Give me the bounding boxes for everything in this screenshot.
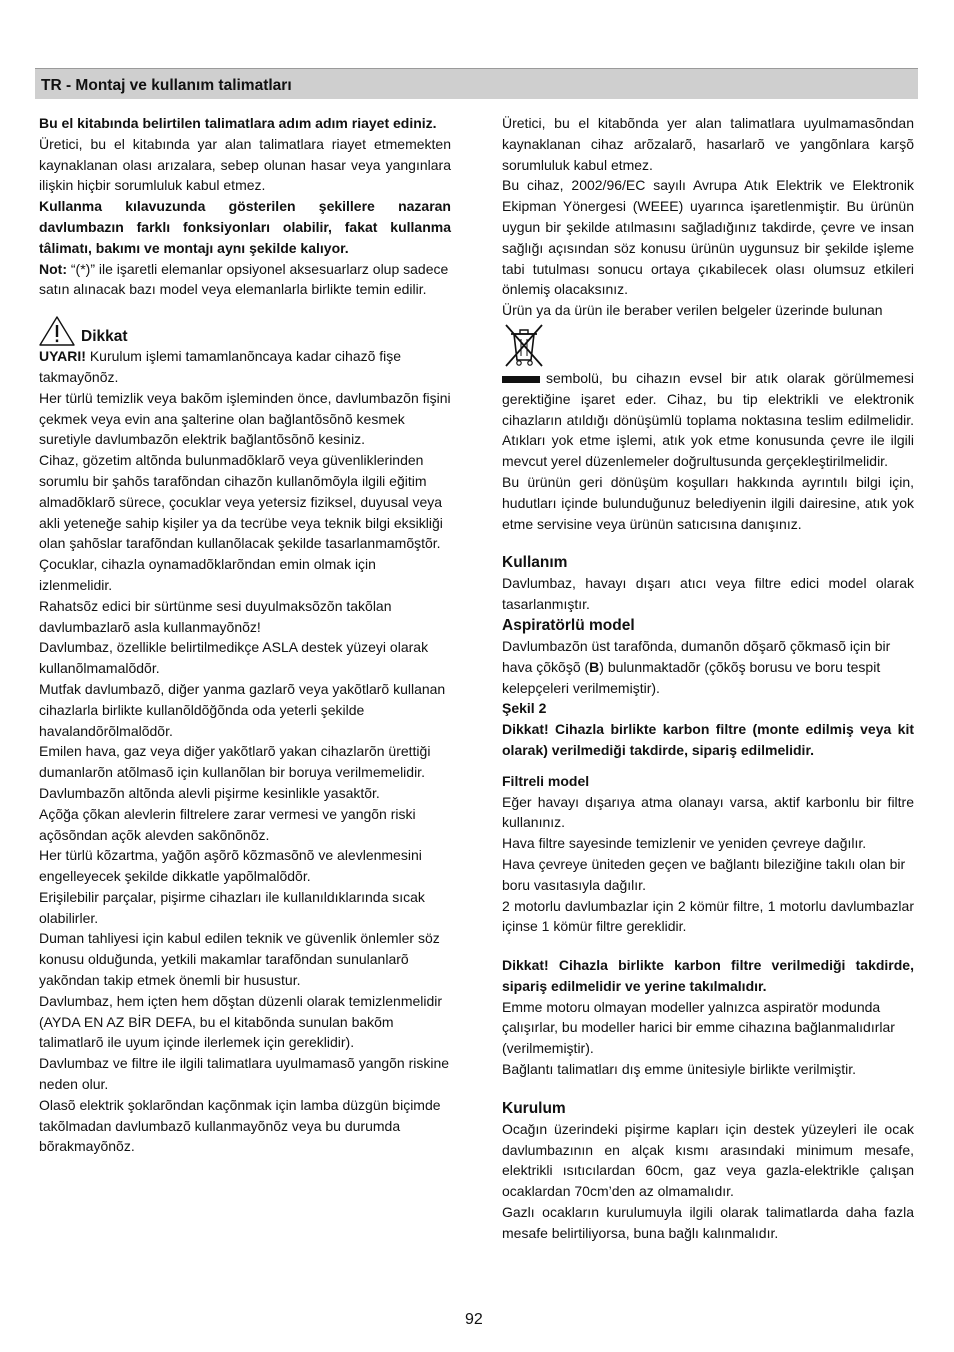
safety-paragraph: Erişilebilir parçalar, pişirme cihazları ile kullanıldıklarında sıcak olabilirler. xyxy=(39,888,425,926)
safety-paragraph: Emilen hava, gaz veya diğer yakõtlarõ yakan cihazlarõn ürettiği dumanlarõn atõlmasõ için kullanõlan bir boruya verilmemelidir. xyxy=(39,743,431,781)
symbol-text: sembolü, bu cihazın evsel bir atık olarak görülmemesi gerektiğine işaret eder. Cihaz, bu tip elektrikli ve elektronik cihazların atıldığı dönüşümlü toplama noktasına teslim edilmelidir. Atıkları yok etme işlemi, atık yok etme konusunda çevre ile ilgili mevcut yerel düzenlemeler doğrultusunda gerçekleştirilmelidir. xyxy=(502,369,914,470)
intro-text: Üretici, bu el kitabında yar alan talimatlara riayet etmemekten kaynaklanan olası arızalara, sebep olunan hasar veya yangınlara ilişkin hiçbir sorumluluk kabul etmez. xyxy=(39,135,451,194)
section-header-bar xyxy=(35,68,918,99)
safety-paragraph: Rahatsõz edici bir sürtünme sesi duyulmaksõzõn takõlan davlumbazlarõ asla kullanmayõnõz! xyxy=(39,597,392,635)
outlet-label-b: B xyxy=(589,658,600,675)
safety-paragraph: Duman tahliyesi için kabul edilen teknik ve güvenlik önlemler söz konusu olduğunda, yetkili makamlar tarafõndan sunulanlarõ yakõndan takip etmek önemli bir husustur. xyxy=(39,930,440,989)
kurulum-text: Ocağın üzerindeki pişirme kapları için destek yüzeyleri ile ocak davlumbazının en alçak kısmı arasındaki minimum mesafe, elektrikli ısıtıcılardan 60cm, gaz veya gazla-elektrikle çalışan ocaklardan 70cm’den az olmamalıdır. xyxy=(502,1120,914,1200)
aspirator-text xyxy=(502,636,914,698)
manufacturer-paragraph: Üretici, bu el kitabõnda yer alan talimatlara uyulmamasõndan kaynaklanan cihaz arõzalarõ, hasarlarõ ve yangõnlara karşõ sorumluluk kabul etmez. xyxy=(502,115,914,173)
section-title: TR - Montaj ve kullanım talimatları xyxy=(41,77,292,94)
emme-text: Emme motoru olmayan modeller yalnızca aspiratör modunda çalışırlar, bu modeller harici bir emme cihazına bağlanmalıdırlar (verilmemiştir). xyxy=(502,998,895,1057)
symbol-paragraph xyxy=(502,368,914,472)
safety-paragraph: Cihaz, gözetim altõnda bulunmadõklarõ veya güvenliklerinden sorumlu bir şahõs tarafõndan cihazõn kullanõmõyla ilgili eğitim almadõklarõ sürece, çocuklar veya yetersiz fiziksel, duyusal veya akli yeteneğe sahip kişiler ya da tecrübe veya teknik bilgi eksikliği olan şahõslar tarafõndan kullanõlacak şekilde tasarlanmamõştõr. xyxy=(39,452,443,552)
safety-paragraph: Olasõ elektrik şoklarõndan kaçõnmak için lamba düzgün biçimde takõlmadan davlumbazõ kullanmayõnõz veya bu durumda bõrakmayõnõz. xyxy=(39,1096,441,1155)
right-column xyxy=(502,113,914,1244)
filtreli-text: Eğer havayı dışarıya atma olanayı varsa, aktif karbonlu bir filtre kullanınız. xyxy=(502,793,914,831)
aspirator-text-part: ) bulunmaktadõr (çõkõş borusu ve boru tespit kelepçeleri verilmemiştir). xyxy=(502,658,881,696)
note-paragraph xyxy=(39,259,451,301)
safety-paragraph: Davlumbazõn altõnda alevli pişirme kesinlikle yasaktõr. xyxy=(39,784,380,801)
filtreli-text: 2 motorlu davlumbazlar için 2 kömür filtre, 1 motorlu davlumbazlar içinse 1 kömür filtre gereklidir. xyxy=(502,897,914,935)
uyari-label: UYARI! xyxy=(39,348,86,365)
aspirator-text-part: Davlumbazõn üst tarafõnda, dumanõn dõşarõ çõkmasõ için bir hava çõkõşõ ( xyxy=(502,637,891,675)
weee-paragraph: Bu cihaz, 2002/96/EC sayılı Avrupa Atık Elektrik ve Elektronik Ekipman Yönergesi (WEEE) uyarınca işaretlenmiştir. Bu ürünün uygun bir şekilde atılmasını sağladığınız takdirde, çevre ve insan sağlığı açısından söz konusu ürünün uygunsuz bir şekilde işleme tabi tutulması sonucu ortaya çıkabilecek olası olumsuz etkileri önlemiş olacaksınız. xyxy=(502,177,914,298)
weee-symbol-area xyxy=(502,322,914,368)
kullanim-heading: Kullanım xyxy=(502,554,568,572)
warning-heading xyxy=(39,314,451,346)
warning-title: Dikkat xyxy=(81,328,128,346)
safety-paragraph: Her türlü kõzartma, yağõn aşõrõ kõzmasõnõ ve alevlenmesini engelleyecek şekilde dikkatle yapõlmalõdõr. xyxy=(39,847,422,885)
kullanim-text: Davlumbaz, havayı dışarı atıcı veya filtre edici model olarak tasarlanmıştır. xyxy=(502,575,914,613)
crossed-out-bin-icon xyxy=(502,322,546,368)
safety-paragraph: Mutfak davlumbazõ, diğer yanma gazlarõ veya yakõtlarõ kullanan cihazlarla birlikte kullanõldõğõnda oda yeterli şekilde havalandõrõlmalõdõr. xyxy=(39,680,446,739)
intro-bold: Bu el kitabında belirtilen talimatlara adım adım riayet ediniz. xyxy=(39,115,437,131)
uyari-paragraph xyxy=(39,346,451,388)
safety-paragraph: Davlumbaz, özellikle belirtilmedikçe ASLA destek yüzeyi olarak kullanõlmamalõdõr. xyxy=(39,639,429,677)
symbol-intro: Ürün ya da ürün ile beraber verilen belgeler üzerinde bulunan xyxy=(502,302,883,319)
page-number: 92 xyxy=(465,1311,483,1328)
safety-paragraph: Çocuklar, cihazla oynamadõklarõndan emin olmak için izlenmelidir. xyxy=(39,556,376,593)
emme-text: Bağlantı talimatları dış emme ünitesiyle birlikte verilmiştir. xyxy=(502,1061,857,1078)
safety-paragraph: Davlumbaz, hem içten hem dõştan düzenli olarak temizlenmelidir (AYDA EN AZ BİR DEFA, bu el kitabõnda sunulan bakõm talimatlarõ ile uyum içinde ilerlemek için gereklidir). xyxy=(39,992,443,1051)
carbon-filter-warning-2: Dikkat! Cihazla birlikte karbon filtre verilmediği takdirde, sipariş edilmelidir ve yerine takılmalıdır. xyxy=(502,957,914,994)
safety-paragraph: Açõğa çõkan alevlerin filtrelere zarar vermesi ve yangõn riski açõsõndan açõk alevden sakõnõnõz. xyxy=(39,805,416,843)
note-text: “(*)” ile işaretli elemanlar opsiyonel aksesuarlarz olup sadece satın alınacak bazı model veya elemanlarla birlikte temin edilir. xyxy=(39,260,449,298)
recycling-paragraph: Bu ürünün geri dönüşüm koşulları hakkında ayrıntılı bilgi için, hudutları içinde bulunduğunuz belediyenin ilgili dairesine, atık yok etme servisine veya ürünün satıcısına danışınız. xyxy=(502,473,914,532)
safety-paragraph: Her türlü temizlik veya bakõm işleminden önce, davlumbazõn fişini çekmek veya evin ana şalterine olan bağlantõsõnõ kesmek xyxy=(39,389,451,427)
warning-triangle-icon xyxy=(39,316,75,346)
weee-bar-mark xyxy=(502,376,540,383)
safety-paragraph: Davlumbaz ve filtre ile ilgili talimatlara uyulmamasõ yangõn riskine neden olur. xyxy=(39,1055,450,1093)
safety-paragraph: suretiyle davlumbazõn elektrik bağlantõsõnõ kesiniz. xyxy=(39,431,366,448)
kurulum-heading: Kurulum xyxy=(502,1099,566,1117)
note-label: Not: xyxy=(39,260,67,277)
left-column xyxy=(39,113,451,1157)
filtreli-heading: Filtreli model xyxy=(502,772,590,789)
figure-reference: Şekil 2 xyxy=(502,700,547,717)
filtreli-text: Hava çevreye üniteden geçen ve bağlantı bileziğine takılı olan bir boru vasıtasıyla dağılır. xyxy=(502,855,906,893)
kurulum-text: Gazlı ocakların kurulumuyla ilgili olarak talimatlarda daha fazla mesafe belirtiliyorsa, buna bağlı kalınmalıdır. xyxy=(502,1204,914,1241)
carbon-filter-warning: Dikkat! Cihazla birlikte karbon filtre (monte edilmiş veya kit olarak) verilmediği takdirde, sipariş edilmelidir. xyxy=(502,721,914,758)
usage-bold: Kullanma kılavuzunda gösterilen şekillere nazaran davlumbazın farklı fonksiyonları olabilir, fakat kullanma tâlimatı, bakımı ve montajı aynı şekilde kalıyor. xyxy=(39,198,451,256)
uyari-text: Kurulum işlemi tamamlanõncaya kadar cihazõ fişe takmayõnõz. xyxy=(39,348,402,385)
filtreli-text: Hava filtre sayesinde temizlenir ve yeniden çevreye dağılır. xyxy=(502,835,867,852)
aspirator-heading: Aspiratörlü model xyxy=(502,616,635,634)
